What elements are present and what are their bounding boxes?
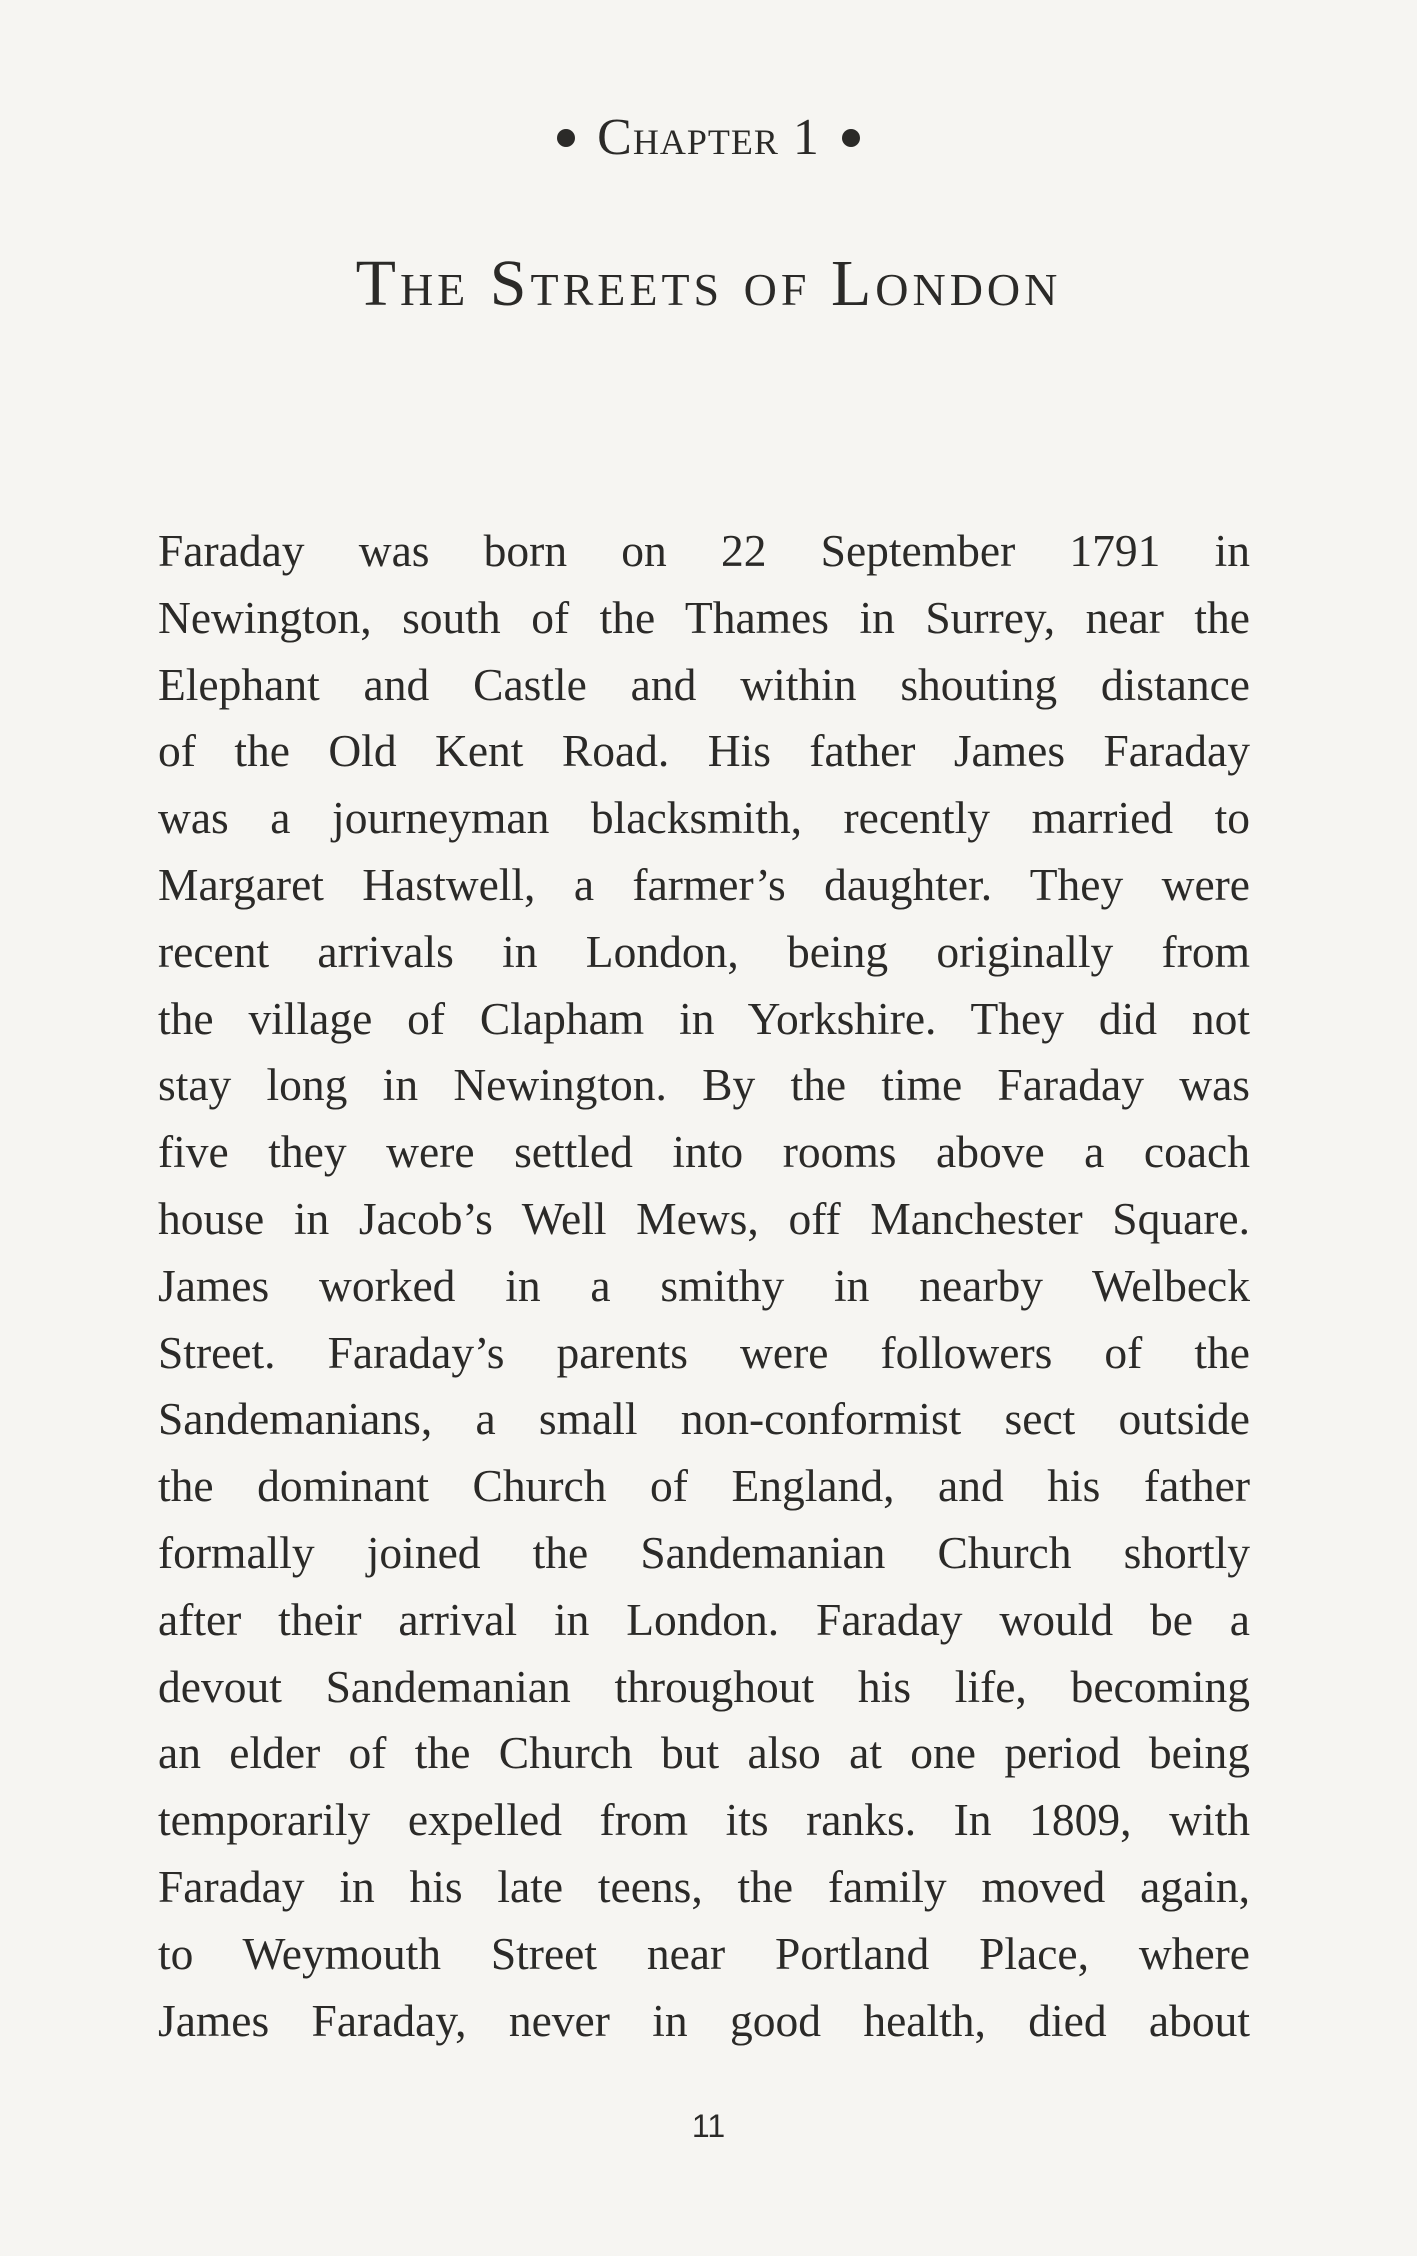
bullet-icon [557,129,575,147]
chapter-label [0,108,1417,167]
text-line: stay long in Newington. By the time Faraday was [158,1059,1250,1111]
text-line: house in Jacob’s Well Mews, off Manchester Square. [158,1192,1250,1244]
text-line: James worked in a smithy in nearby Welbeck [158,1259,1250,1311]
text-line: Newington, south of the Thames in Surrey, near the [158,591,1250,643]
text-line: the dominant Church of England, and his father [158,1460,1250,1512]
bullet-icon [842,129,860,147]
text-line: an elder of the Church but also at one period being [158,1727,1250,1779]
chapter-number-text: Chapter 1 [597,109,820,166]
text-line: was a journeyman blacksmith, recently married to [158,792,1250,844]
text-line: Faraday in his late teens, the family moved again, [158,1860,1250,1912]
text-line: Street. Faraday’s parents were followers of the [158,1326,1250,1378]
body-text [158,518,1250,2054]
text-line: Faraday was born on 22 September 1791 in [158,525,1250,576]
text-line: Margaret Hastwell, a farmer’s daughter. They were [158,858,1250,910]
text-line: of the Old Kent Road. His father James Faraday [158,725,1250,777]
text-line: devout Sandemanian throughout his life, becoming [158,1660,1250,1712]
page-number: 11 [691,2108,726,2144]
text-line: Sandemanians, a small non-conformist sect outside [158,1393,1250,1445]
text-line: the village of Clapham in Yorkshire. They did not [158,992,1250,1044]
chapter-title: The Streets of London [355,247,1062,320]
text-line: five they were settled into rooms above a coach [158,1126,1250,1178]
text-line: recent arrivals in London, being originally from [158,925,1250,977]
text-line: Elephant and Castle and within shouting distance [158,658,1250,710]
text-line: after their arrival in London. Faraday would be a [158,1593,1250,1645]
text-line: James Faraday, never in good health, died about [158,1994,1250,2046]
text-line: temporarily expelled from its ranks. In 1809, with [158,1794,1250,1846]
text-line: formally joined the Sandemanian Church shortly [158,1526,1250,1578]
text-line: to Weymouth Street near Portland Place, where [158,1927,1250,1979]
